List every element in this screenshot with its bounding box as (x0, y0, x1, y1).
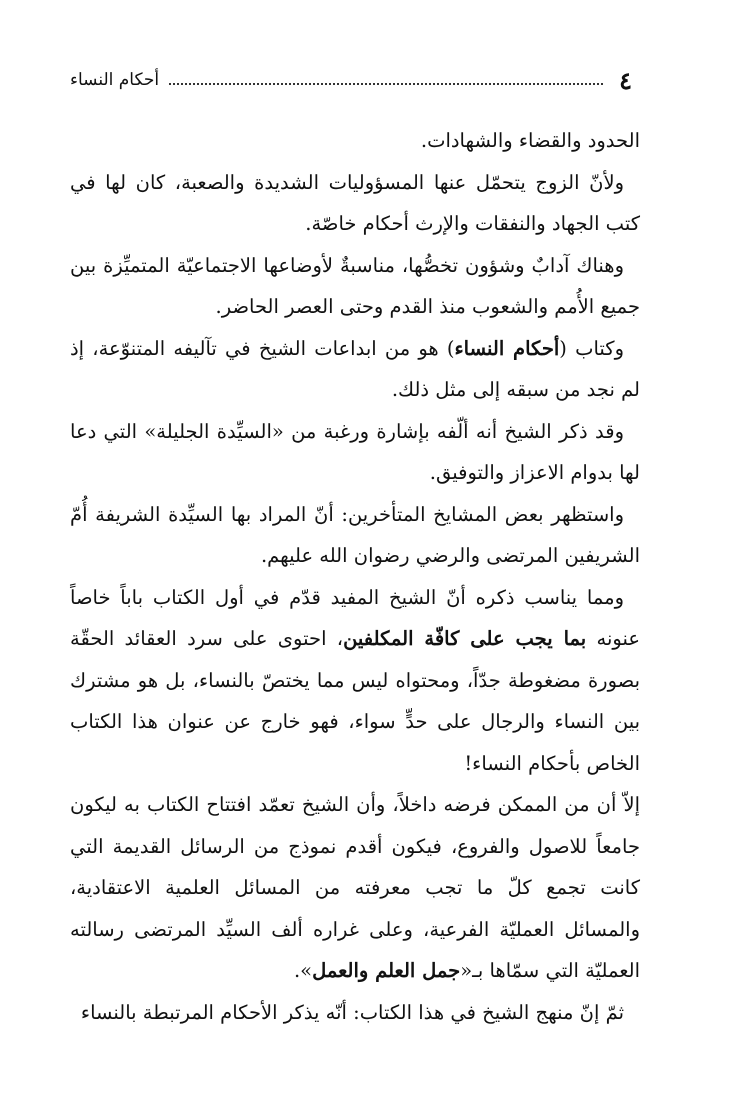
text-body (70, 120, 640, 1033)
text-segment: ، احتوى على سرد العقائد الحقّة بصورة مضغوطة جدّاً، ومحتواه ليس مما يختصّ بالنساء، بل هو مشترك بين النساء والرجال على حدٍّ سواء، فهو خارج عن عنوان هذا الكتاب الخاص بأحكام النساء! (70, 627, 640, 775)
paragraph (70, 162, 640, 245)
running-header (70, 60, 632, 100)
paragraph (70, 784, 640, 992)
paragraph (70, 494, 640, 577)
page-number: ٤ (619, 65, 632, 95)
text-segment: وقد ذكر الشيخ أنه ألّفه بإشارة ورغبة من «السيِّدة الجليلة» التي دعا لها بدوام الاعزاز والتوفيق. (70, 419, 640, 484)
text-segment: إلاّ أن من الممكن فرضه داخلاً، وأن الشيخ تعمّد افتتاح الكتاب به ليكون جامعاً للاصول والفروع، فيكون أقدم نموذج من الرسائل القديمة التي كانت تجمع كلّ ما تجب معرفته من المسائل العلمية الاعتقادية، والمسائل العمليّة الفرعية، وعلى غراره ألف السيِّد المرتضى رسالته العمليّة التي سمّاها بـ« (70, 793, 640, 982)
header-title: أحكام النساء (70, 70, 160, 90)
text-segment: وكتاب ( (559, 336, 624, 360)
text-segment: ومما يناسب ذكره أنّ الشيخ المفيد قدّم في أول الكتاب باباً خاصاً عنونه (70, 585, 640, 650)
paragraph (70, 992, 640, 1034)
text-segment: واستظهر بعض المشايخ المتأخرين: أنّ المراد بها السيِّدة الشريفة أُمّ الشريفين المرتضى والرضي رضوان الله عليهم. (70, 502, 640, 567)
bold-text: أحكام النساء (454, 336, 560, 360)
text-segment: ولأنّ الزوج يتحمّل عنها المسؤوليات الشديدة والصعبة، كان لها في كتب الجهاد والنفقات والإرث أحكام خاصّة. (70, 170, 640, 235)
bold-text: جمل العلم والعمل (312, 959, 461, 982)
paragraph (70, 577, 640, 785)
paragraph (70, 328, 640, 411)
bold-text: بما يجب على كافّة المكلفين (343, 627, 587, 650)
paragraph (70, 411, 640, 494)
text-segment: الحدود والقضاء والشهادات. (420, 129, 640, 152)
paragraph (70, 245, 640, 328)
paragraph (70, 120, 640, 162)
header-dotted-leader (169, 83, 603, 85)
text-segment: ثمّ إنّ منهج الشيخ في هذا الكتاب: أنّه يذكر الأحكام المرتبطة بالنساء (80, 1000, 624, 1024)
text-segment: ) هو من ابداعات الشيخ في تآليفه المتنوّعة، إذ لم نجد من سبقه إلى مثل ذلك. (70, 336, 640, 401)
text-segment: ». (293, 959, 313, 982)
text-segment: وهناك آدابٌ وشؤون تخصُّها، مناسبةٌ لأوضاعها الاجتماعيّة المتميِّزة بين جميع الأُمم والشعوب منذ القدم وحتى العصر الحاضر. (70, 253, 640, 318)
